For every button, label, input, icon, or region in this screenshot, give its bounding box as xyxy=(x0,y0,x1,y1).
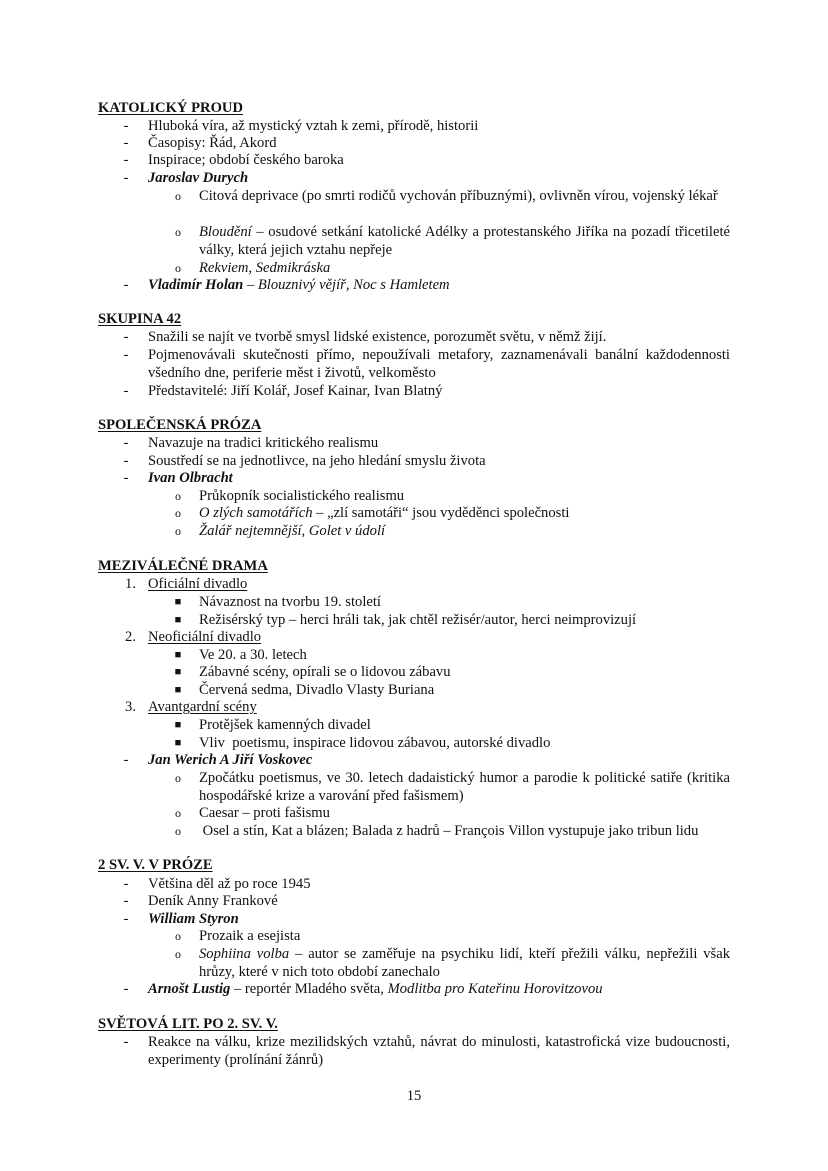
circle-bullet: o xyxy=(175,489,181,503)
dash-bullet: - xyxy=(123,347,129,363)
author-description: – reportér Mladého světa, xyxy=(230,981,388,997)
list-item-text: Většina děl až po roce 1945 xyxy=(148,876,311,892)
number-marker: 1. xyxy=(125,576,136,592)
subheading: Oficiální divadlo xyxy=(148,576,248,592)
author-name: Jan Werich A Jiří Voskovec xyxy=(148,752,313,768)
section-heading-katolicky-proud: KATOLICKÝ PROUD xyxy=(98,100,244,116)
dash-bullet: - xyxy=(123,170,129,186)
subheading: Avantgardní scény xyxy=(148,699,257,715)
dash-bullet: - xyxy=(123,453,129,469)
author-name: Ivan Olbracht xyxy=(148,470,233,486)
list-item-text: Protějšek kamenných divadel xyxy=(199,717,371,733)
list-item-text xyxy=(148,981,603,999)
list-item-text: Prozaik a esejista xyxy=(199,928,301,944)
square-bullet: ■ xyxy=(174,649,182,661)
list-item-text: Ve 20. a 30. letech xyxy=(199,647,307,663)
page-number: 15 xyxy=(406,1088,422,1104)
work-description: – osudové setkání katolické Adélky a protestanského Jiříka na pozadí třicetileté války, která jejich vztahu nepřeje xyxy=(199,224,730,258)
list-item-text: Hluboká víra, až mystický vztah k zemi, přírodě, historii xyxy=(148,118,479,134)
dash-bullet: - xyxy=(123,1034,129,1050)
dash-bullet: - xyxy=(123,981,129,997)
list-item-text: Režisérský typ – herci hráli tak, jak chtěl režisér/autor, herci neimprovizují xyxy=(199,612,637,628)
circle-bullet: o xyxy=(175,824,181,838)
square-bullet: ■ xyxy=(174,596,182,608)
list-item-text: Průkopník socialistického realismu xyxy=(199,488,405,504)
circle-bullet: o xyxy=(175,929,181,943)
dash-bullet: - xyxy=(123,118,129,134)
list-item-text: Snažili se najít ve tvorbě smysl lidské existence, porozumět světu, v němž žijí. xyxy=(148,329,607,345)
work-title: O zlých samotářích xyxy=(199,505,313,521)
number-marker: 3. xyxy=(125,699,136,715)
square-bullet: ■ xyxy=(174,719,182,731)
work-titles: Rekviem, Sedmikráska xyxy=(199,260,331,276)
list-item-text: Osel a stín, Kat a blázen; Balada z hadrů – François Villon vystupuje jako tribun lidu xyxy=(199,823,699,839)
section-heading-mezivalecne-drama: MEZIVÁLEČNÉ DRAMA xyxy=(98,558,268,574)
square-bullet: ■ xyxy=(174,684,182,696)
list-item-text: Zpočátku poetismus, ve 30. letech dadaistický humor a parodie k politické satiře (kritika hospodářské krize a varování před fašismem) xyxy=(199,770,730,804)
work-title: Bloudění xyxy=(199,224,252,240)
author-name: Vladimír Holan xyxy=(148,277,244,293)
list-item-text: Soustředí se na jednotlivce, na jeho hledání smyslu života xyxy=(148,453,486,469)
circle-bullet: o xyxy=(175,506,181,520)
square-bullet: ■ xyxy=(174,614,182,626)
square-bullet: ■ xyxy=(174,666,182,678)
work-titles: Žalář nejtemnější, Golet v údolí xyxy=(199,523,386,539)
circle-bullet: o xyxy=(175,524,181,538)
author-name: Jaroslav Durych xyxy=(148,170,249,186)
list-item-text: Pojmenovávali skutečnosti přímo, nepoužívali metafory, zaznamenávali banální každodennosti všedního dne, periferie měst i životů, velkoměsto xyxy=(148,347,730,381)
work-title: Sophiina volba xyxy=(199,946,290,962)
work-titles: – Blouznivý vějíř, Noc s Hamletem xyxy=(243,277,450,293)
list-item-text xyxy=(199,224,730,259)
dash-bullet: - xyxy=(123,752,129,768)
list-item-text: Zábavné scény, opírali se o lidovou zábavu xyxy=(199,664,451,680)
dash-bullet: - xyxy=(123,470,129,486)
author-name: Arnošt Lustig xyxy=(148,981,231,997)
list-item-text xyxy=(199,505,569,523)
square-bullet: ■ xyxy=(174,737,182,749)
dash-bullet: - xyxy=(123,435,129,451)
section-heading-skupina-42: SKUPINA 42 xyxy=(98,311,182,327)
number-marker: 2. xyxy=(125,629,136,645)
circle-bullet: o xyxy=(175,771,181,785)
circle-bullet: o xyxy=(175,189,181,203)
dash-bullet: - xyxy=(123,277,129,293)
list-item-text: Návaznost na tvorbu 19. století xyxy=(199,594,381,610)
circle-bullet: o xyxy=(175,947,181,961)
section-heading-svetova-lit: SVĚTOVÁ LIT. PO 2. SV. V. xyxy=(98,1016,278,1032)
dash-bullet: - xyxy=(123,893,129,909)
list-item-text: Časopisy: Řád, Akord xyxy=(148,135,277,151)
work-title: Modlitba pro Kateřinu Horovitzovou xyxy=(387,981,603,997)
work-description: – „zlí samotáři“ jsou vyděděnci společnosti xyxy=(312,505,570,521)
dash-bullet: - xyxy=(123,911,129,927)
circle-bullet: o xyxy=(175,225,181,239)
list-item-text: Deník Anny Frankové xyxy=(148,893,278,909)
list-item-text: Inspirace; období českého baroka xyxy=(148,152,344,168)
list-item-text: Vliv poetismu, inspirace lidovou zábavou, autorské divadlo xyxy=(199,735,551,751)
section-heading-spolecenska-proza: SPOLEČENSKÁ PRÓZA xyxy=(98,417,262,433)
list-item-text: Představitelé: Jiří Kolář, Josef Kainar, Ivan Blatný xyxy=(148,383,443,399)
dash-bullet: - xyxy=(123,383,129,399)
list-item-text: Červená sedma, Divadlo Vlasty Buriana xyxy=(199,682,435,698)
dash-bullet: - xyxy=(123,876,129,892)
circle-bullet: o xyxy=(175,806,181,820)
list-item-text: Navazuje na tradici kritického realismu xyxy=(148,435,379,451)
dash-bullet: - xyxy=(123,329,129,345)
list-item-text xyxy=(148,277,450,295)
author-name: William Styron xyxy=(148,911,239,927)
dash-bullet: - xyxy=(123,135,129,151)
list-item-text: Reakce na válku, krize mezilidských vztahů, návrat do minulosti, katastrofická vize budoucnosti, experimenty (prolínání žánrů) xyxy=(148,1034,730,1068)
list-item-text xyxy=(199,946,730,981)
section-heading-proza: 2 SV. V. V PRÓZE xyxy=(98,857,213,873)
subheading: Neoficiální divadlo xyxy=(148,629,262,645)
list-item-text: Caesar – proti fašismu xyxy=(199,805,330,821)
list-item-text: Citová deprivace (po smrti rodičů vychován příbuznými), ovlivněn vírou, vojenský lékař xyxy=(199,188,718,204)
dash-bullet: - xyxy=(123,152,129,168)
circle-bullet: o xyxy=(175,261,181,275)
work-description: – autor se zaměřuje na psychiku lidí, kteří přežili válku, nepřežili však hrůzy, které v nich toto období zanechalo xyxy=(199,946,730,980)
